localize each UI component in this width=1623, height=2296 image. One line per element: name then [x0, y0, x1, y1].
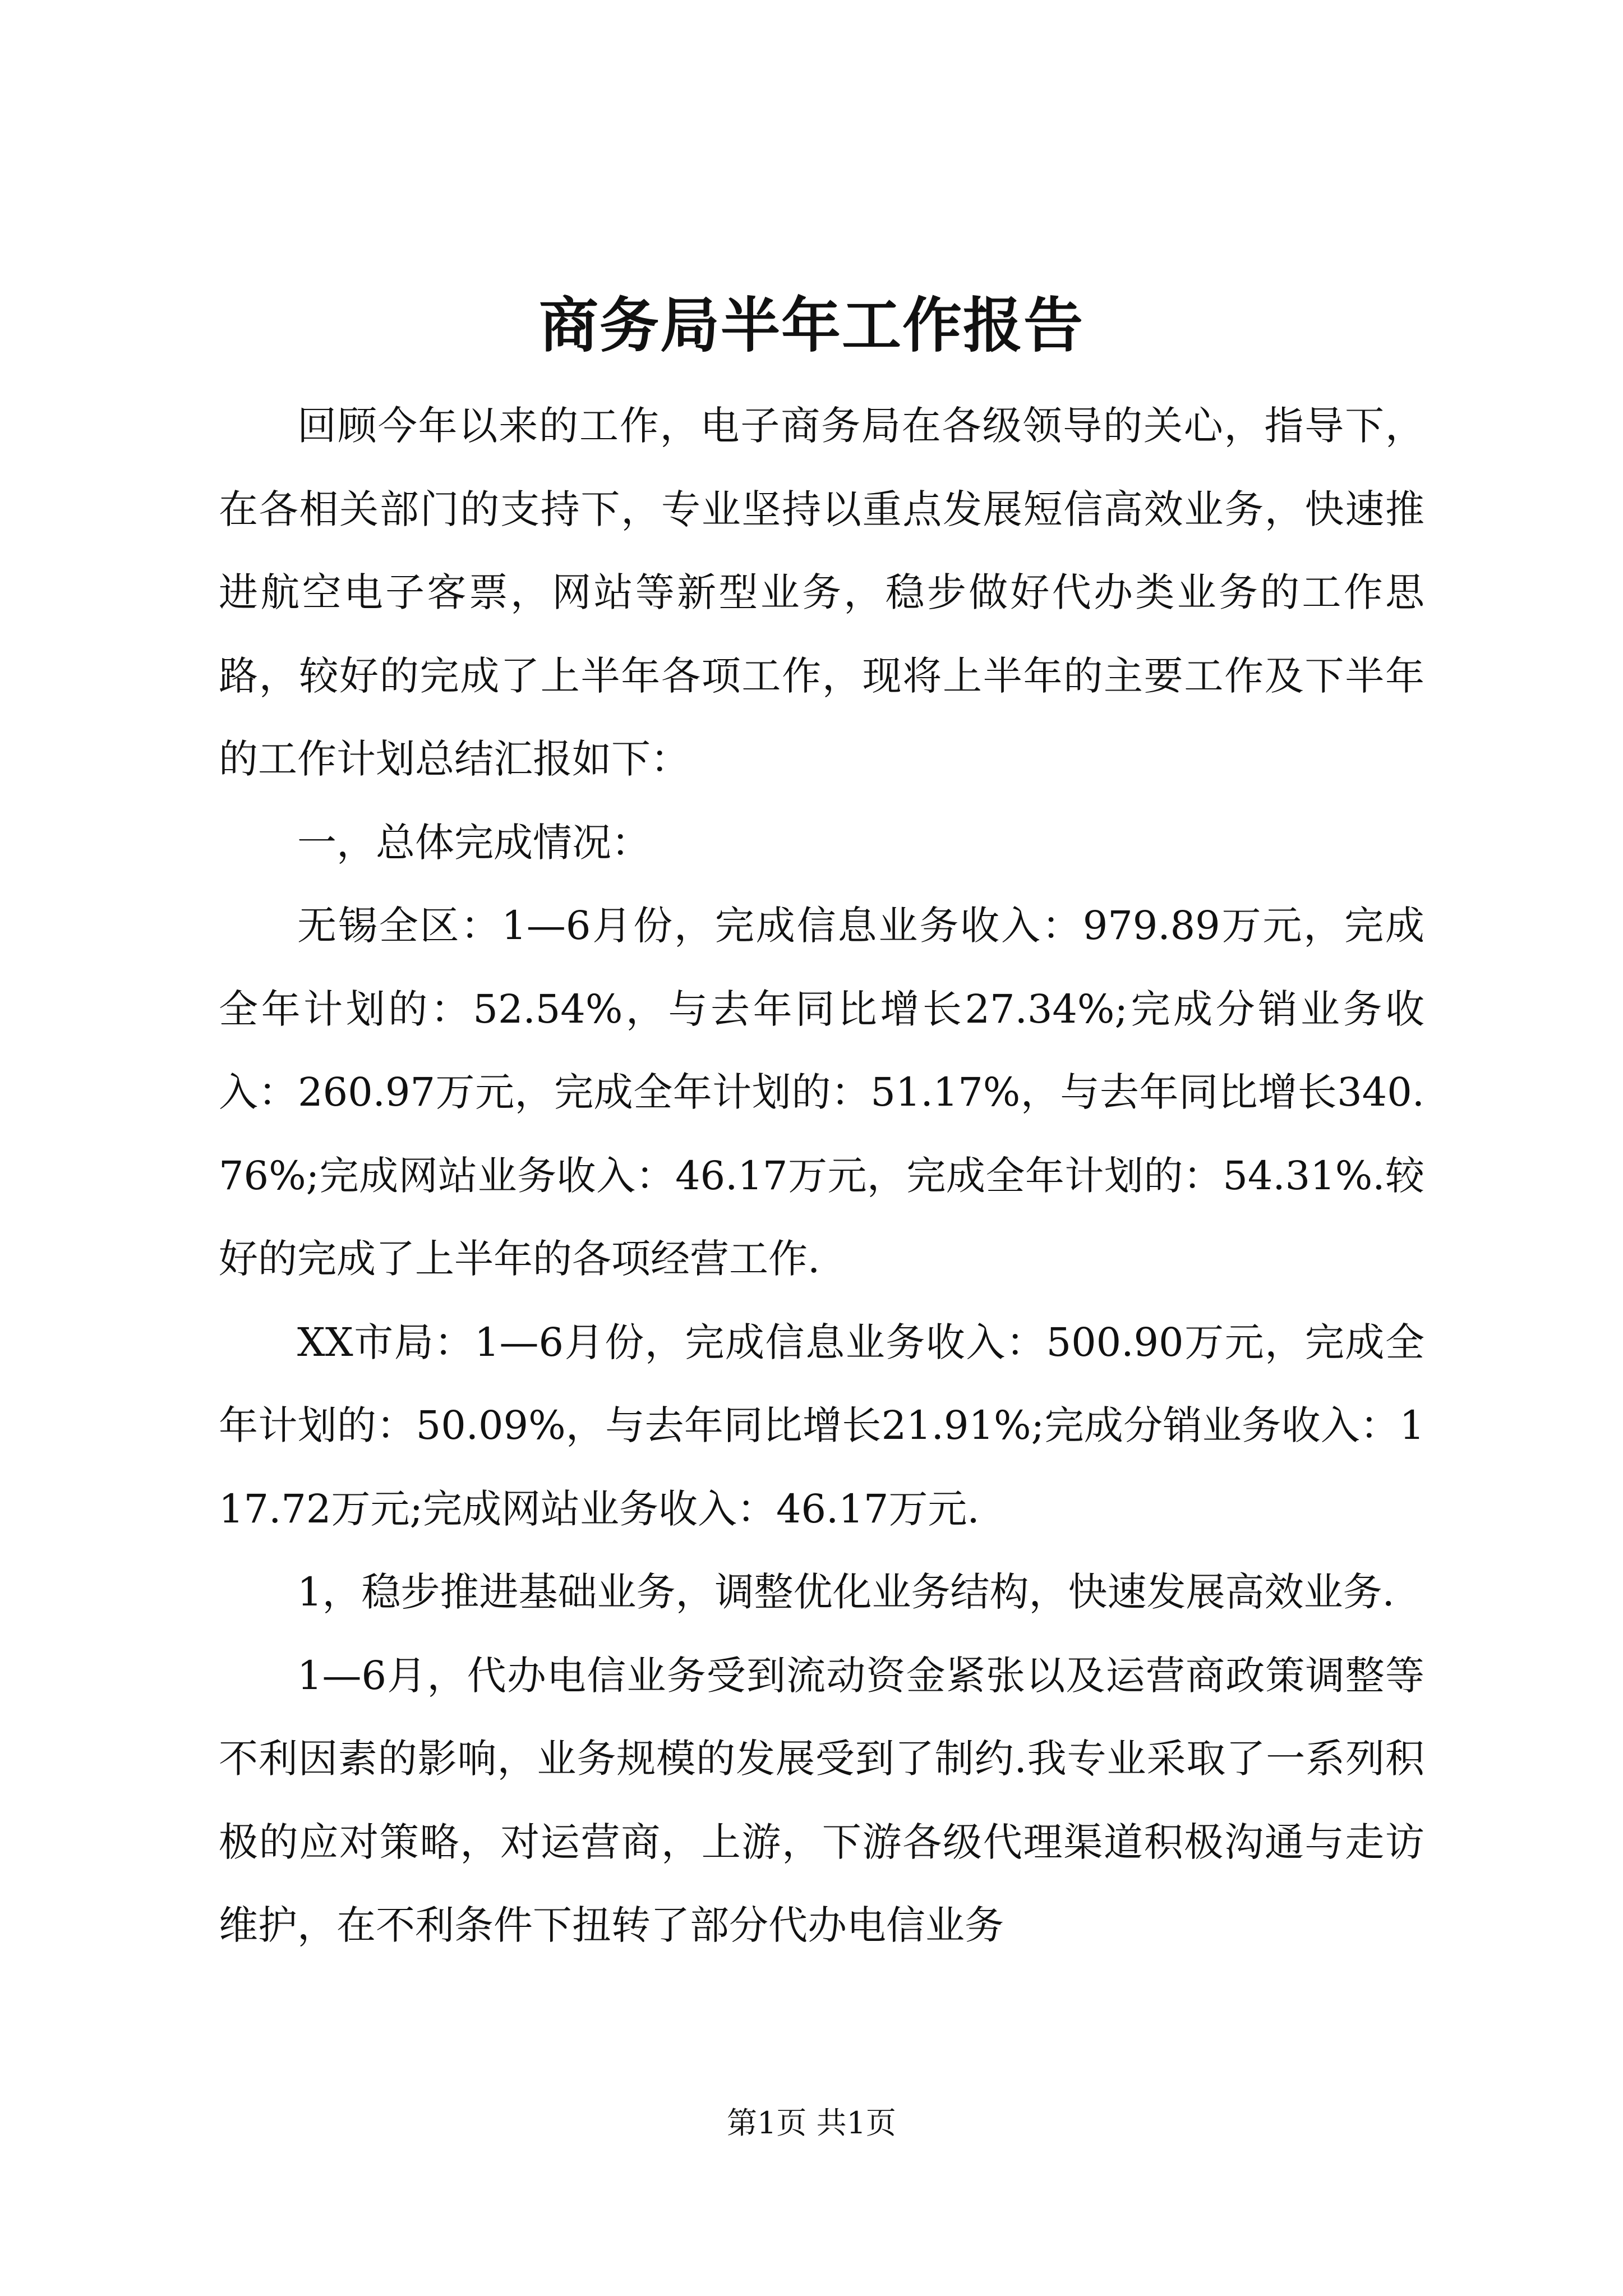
document-body [219, 384, 1424, 1967]
paragraph-agency-business: 1—6月，代办电信业务受到流动资金紧张以及运营商政策调整等不利因素的影响，业务规模的发展受到了制约.我专业采取了一系列积极的应对策略，对运营商，上游，下游各级代理渠道积极沟通与走访维护，在不利条件下扭转了部分代办电信业务 [219, 1652, 1424, 1948]
paragraph-intro: 回顾今年以来的工作，电子商务局在各级领导的关心，指导下，在各相关部门的支持下，专业坚持以重点发展短信高效业务，快速推进航空电子客票，网站等新型业务，稳步做好代办类业务的工作思路，较好的完成了上半年各项工作，现将上半年的主要工作及下半年的工作计划总结汇报如下： [219, 403, 1424, 782]
paragraph-wuxi-summary: 无锡全区：1—6月份，完成信息业务收入：979.89万元，完成全年计划的：52.54%，与去年同比增长27.34%;完成分销业务收入：260.97万元，完成全年计划的：51.17%，与去年同比增长340.76%;完成网站业务收入：46.17万元，完成全年计划的：54.31%.较好的完成了上半年的各项经营工作. [219, 903, 1424, 1282]
paragraph-subsection-1: 1，稳步推进基础业务，调整优化业务结构，快速发展高效业务. [297, 1569, 1395, 1615]
document-title: 商务局半年工作报告 [539, 290, 1084, 360]
paragraph-city-bureau-summary: XX市局：1—6月份，完成信息业务收入：500.90万元，完成全年计划的：50.09%，与去年同比增长21.91%;完成分销业务收入：117.72万元;完成网站业务收入：46.17万元. [219, 1319, 1424, 1532]
paragraph-section-heading: 一，总体完成情况： [297, 819, 651, 866]
page-footer: 第1页 共1页 [727, 2105, 896, 2141]
